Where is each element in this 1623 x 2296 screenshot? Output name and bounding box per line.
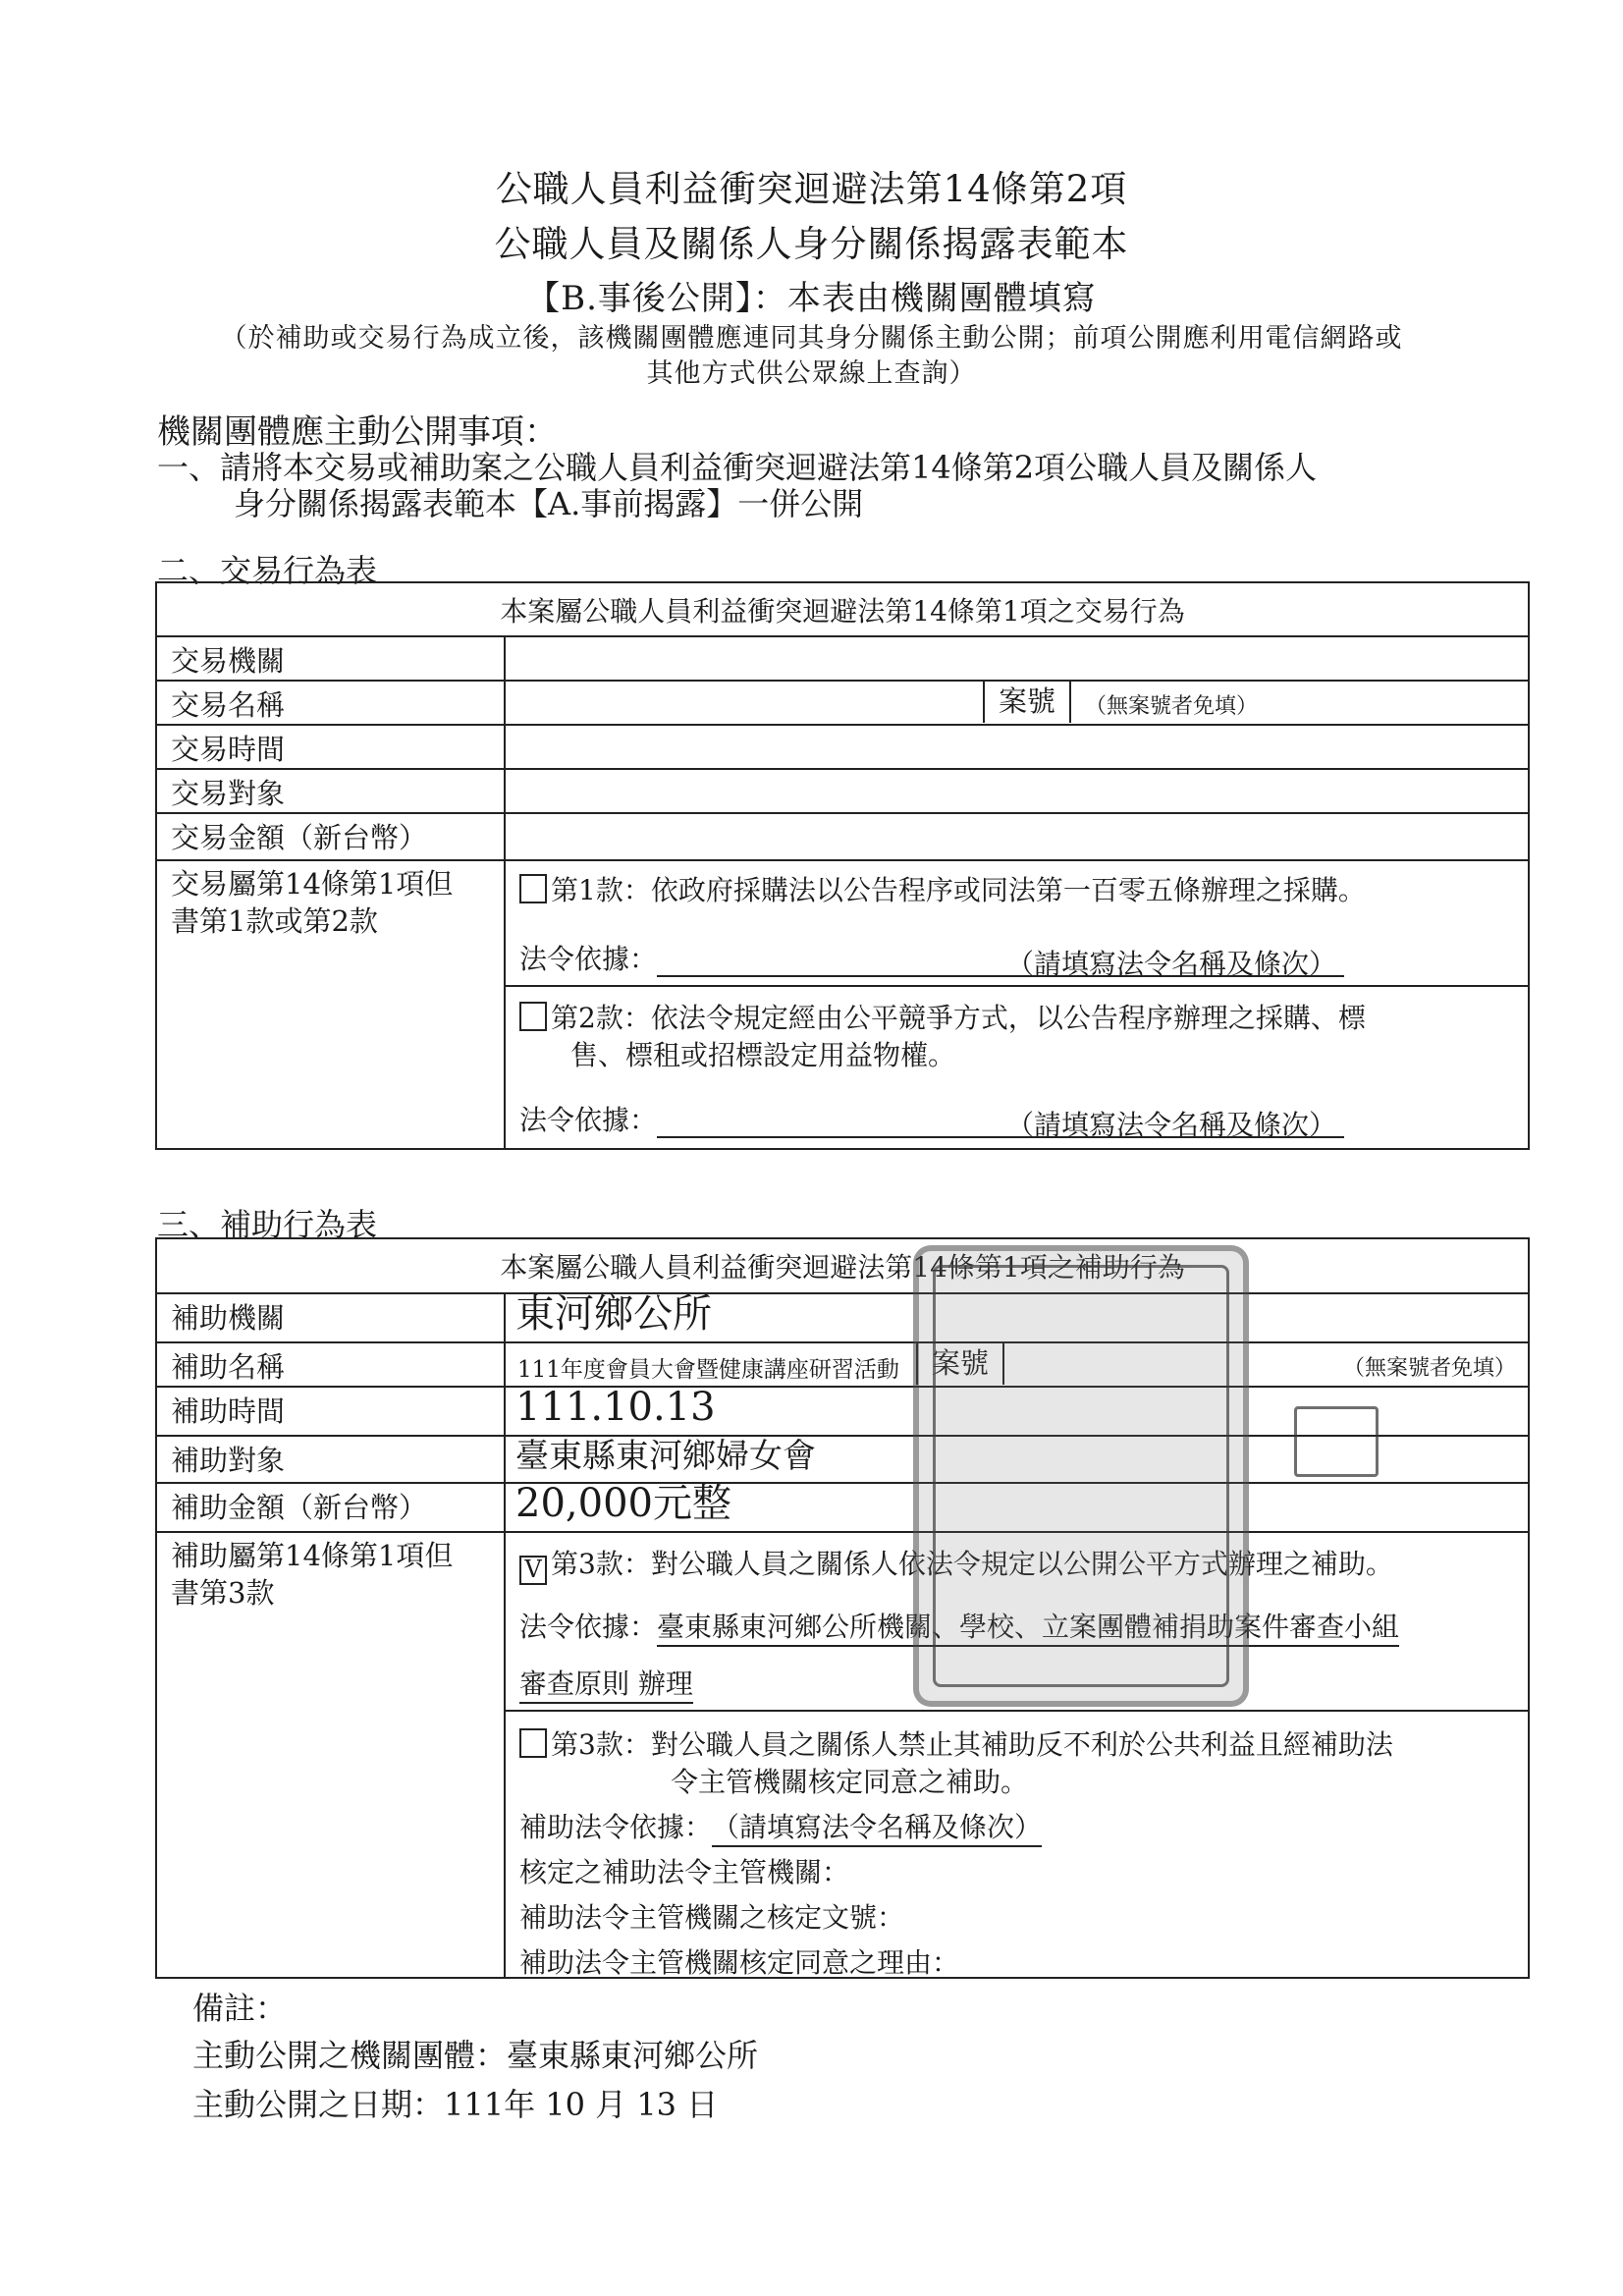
clause-label-cell (156, 1532, 505, 1978)
clause1-cell (505, 860, 1529, 986)
case-no-label: 案號 (983, 682, 1071, 723)
intro-item1-line2: 身分關係揭露表範本【A.事前揭露】一併公開 (234, 485, 864, 522)
clause2-text-line2: 售、標租或招標設定用益物權。 (570, 1039, 956, 1071)
transaction-table (155, 581, 1530, 1150)
clause3b-checkbox[interactable] (519, 1728, 547, 1758)
remarks-label: 備註： (192, 1990, 288, 2027)
clause-label-line1: 補助屬第14條第1項但 (171, 1539, 454, 1572)
row-label: 交易時間 (156, 725, 505, 769)
clause1-text: 第1款：依政府採購法以公告程序或同法第一百零五條辦理之採購。 (551, 874, 1366, 906)
basis-value-line1[interactable]: 臺東縣東河鄉公所機關、學校、立案團體補捐助案件審查小組 (657, 1606, 1399, 1647)
basis-input[interactable] (657, 1104, 1344, 1141)
row-label: 交易名稱 (156, 681, 505, 725)
basis-label: 法令依據： (519, 1611, 658, 1643)
clause3b-text-line1: 第3款：對公職人員之關係人禁止其補助反不利於公共利益且經補助法 (551, 1728, 1393, 1761)
case-no-note: （無案號者免填） (1085, 694, 1259, 719)
sub-basis-label: 補助法令依據： (519, 1811, 713, 1843)
basis-hint: （請填寫法令名稱及條次） (1006, 1109, 1337, 1141)
row-label: 補助機關 (156, 1293, 505, 1342)
intro-heading: 機關團體應主動公開事項： (157, 412, 558, 452)
subsidy-time-text: 111.10.13 (515, 1385, 716, 1430)
transaction-name-cell[interactable] (505, 681, 1529, 725)
basis-label: 法令依據： (519, 1104, 658, 1136)
basis-label: 法令依據： (519, 943, 658, 975)
transaction-table-header: 本案屬公職人員利益衝突迴避法第14條第1項之交易行為 (156, 582, 1529, 636)
doc-no-label: 補助法令主管機關之核定文號： (519, 1901, 905, 1934)
remarks-org: 主動公開之機關團體：臺東縣東河鄉公所 (192, 2037, 759, 2074)
clause1-checkbox[interactable] (519, 874, 547, 903)
case-no-label: 案號 (916, 1343, 1004, 1385)
doc-title-2: 公職人員及關係人身分關係揭露表範本 (494, 223, 1129, 265)
row-label: 補助時間 (156, 1387, 505, 1436)
subsidy-amount-text: 20,000元整 (515, 1481, 731, 1526)
clause3b-cell (505, 1711, 1529, 1978)
transaction-org-cell[interactable] (505, 636, 1529, 681)
row-label: 交易機關 (156, 636, 505, 681)
row-label: 補助對象 (156, 1436, 505, 1483)
official-seal (913, 1245, 1249, 1707)
doc-title-1: 公職人員利益衝突迴避法第14條第2項 (495, 168, 1128, 210)
clause3b-text-line2: 令主管機關核定同意之補助。 (671, 1766, 1029, 1798)
basis-hint: （請填寫法令名稱及條次） (1006, 948, 1337, 980)
clause3a-text: 第3款：對公職人員之關係人依法令規定以公開公平方式辦理之補助。 (551, 1548, 1393, 1580)
small-seal (1294, 1406, 1379, 1477)
official-seal-inner (933, 1265, 1229, 1687)
remarks-date: 主動公開之日期：111年 10 月 13 日 (192, 2086, 719, 2123)
subsidy-name-text: 111年度會員大會暨健康講座研習活動 (517, 1357, 899, 1383)
clause-label-cell (156, 860, 505, 1149)
basis-value-line2[interactable]: 審查原則 辦理 (519, 1663, 693, 1704)
intro-item1-line1: 一、請將本交易或補助案之公職人員利益衝突迴避法第14條第2項公職人員及關係人 (157, 449, 1318, 486)
row-label: 補助金額（新台幣） (156, 1483, 505, 1532)
reason-label: 補助法令主管機關核定同意之理由： (519, 1946, 960, 1979)
clause-label-line2: 書第3款 (171, 1576, 275, 1610)
clause2-text-line1: 第2款：依法令規定經由公平競爭方式，以公告程序辦理之採購、標 (551, 1002, 1366, 1034)
clause-label-line1: 交易屬第14條第1項但 (171, 867, 454, 901)
case-no-note: （無案號者免填） (1343, 1356, 1517, 1381)
doc-note-2: 其他方式供公眾線上查詢） (646, 358, 977, 389)
doc-subtitle: 【B.事後公開】：本表由機關團體填寫 (526, 279, 1097, 318)
subsidy-org-text: 東河鄉公所 (515, 1291, 712, 1337)
row-label: 交易對象 (156, 769, 505, 813)
clause3a-checkbox[interactable]: V (519, 1556, 547, 1585)
authority-label: 核定之補助法令主管機關： (519, 1856, 850, 1888)
row-label: 補助名稱 (156, 1342, 505, 1387)
doc-note-1: （於補助或交易行為成立後，該機關團體應連同其身分關係主動公開；前項公開應利用電信網路或 (220, 323, 1403, 354)
row-label: 交易金額（新台幣） (156, 813, 505, 860)
subsidy-table (155, 1237, 1530, 1979)
basis-input[interactable] (657, 943, 1344, 980)
transaction-party-cell[interactable] (505, 769, 1529, 813)
transaction-amount-cell[interactable] (505, 813, 1529, 860)
clause2-cell (505, 986, 1529, 1149)
section2-heading: 二、交易行為表 (157, 552, 378, 589)
transaction-time-cell[interactable] (505, 725, 1529, 769)
subsidy-party-text: 臺東縣東河鄉婦女會 (515, 1437, 816, 1476)
subsidy-table-header: 本案屬公職人員利益衝突迴避法第14條第1項之補助行為 (156, 1238, 1529, 1293)
clause2-checkbox[interactable] (519, 1002, 547, 1031)
clause-label-line2: 書第1款或第2款 (171, 904, 378, 938)
section3-heading: 三、補助行為表 (157, 1206, 378, 1243)
sub-basis-hint[interactable]: （請填寫法令名稱及條次） (712, 1806, 1042, 1847)
